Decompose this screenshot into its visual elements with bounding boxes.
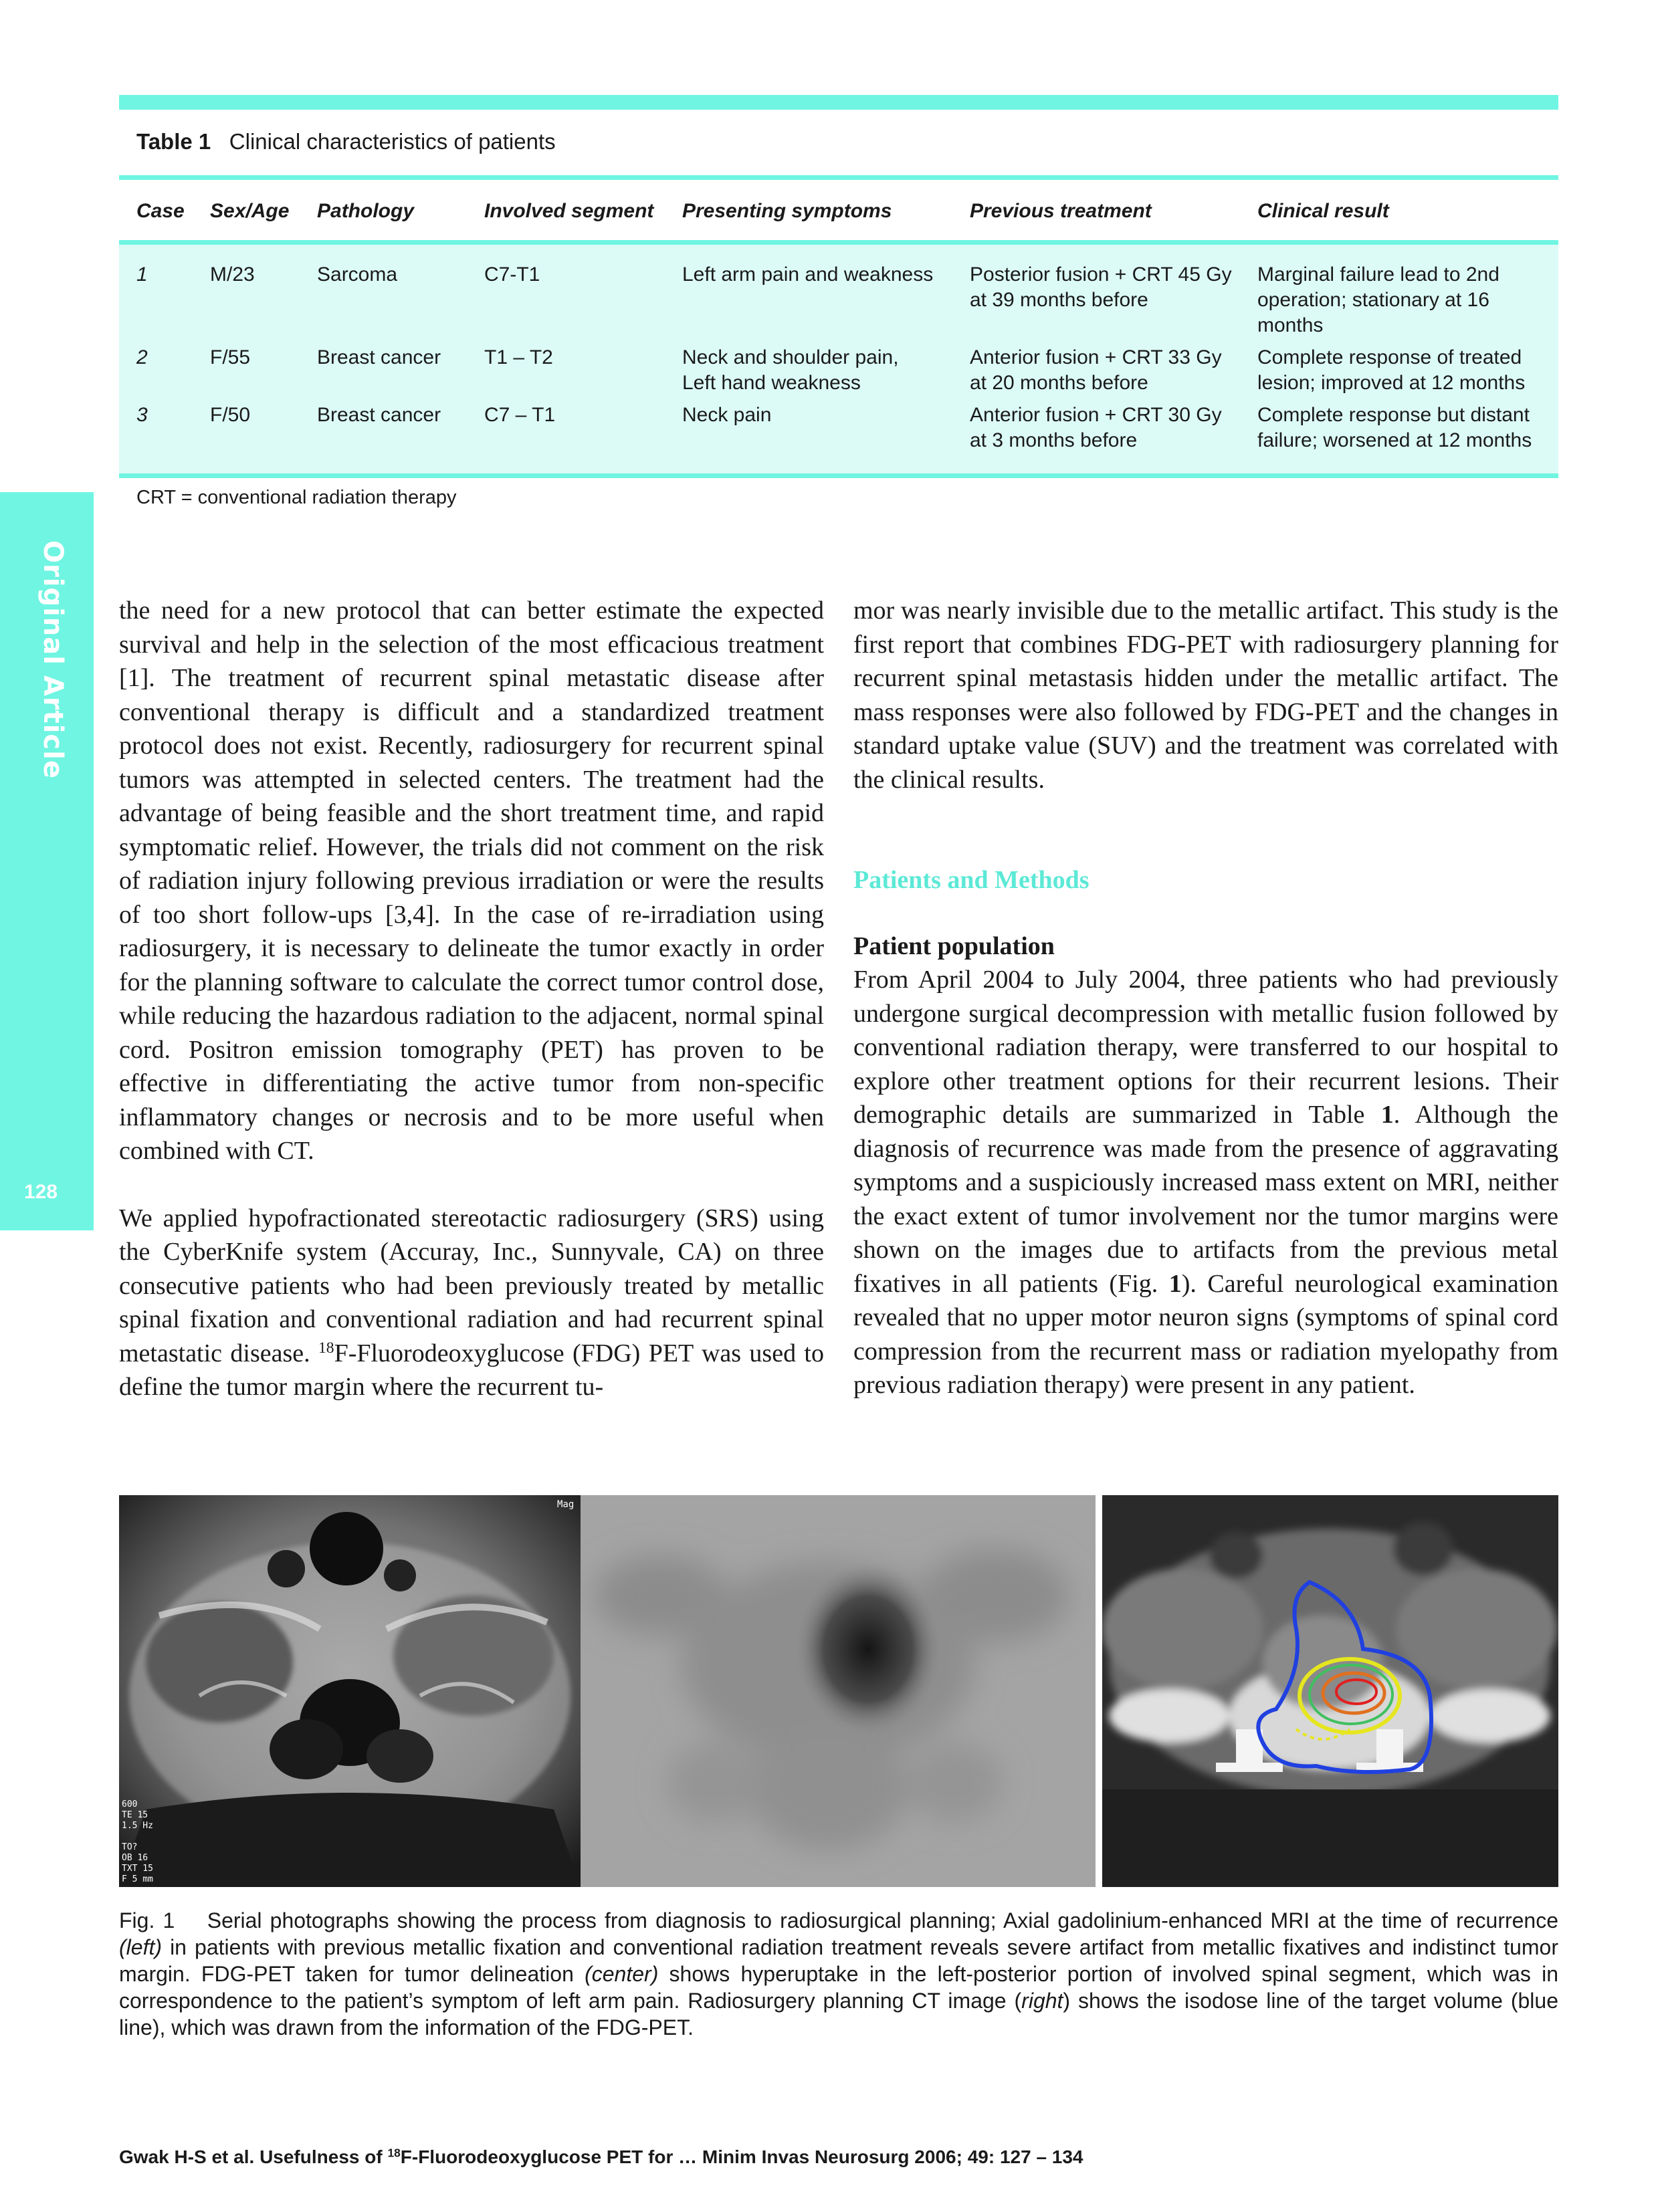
paragraph-text: ). Careful neurological examination revealed that no upper motor neuron signs (symptoms of spinal cord compression from the recurrent mass or radiation myelopathy from previous radiation therapy) were present in any patient. bbox=[853, 1269, 1558, 1399]
paragraph-text: We applied hypofractionated stereotactic radiosurgery (SRS) using the CyberKnife system (Accuray, Inc., Sunnyvale, CA) on three consecutive patients who had been previously treated by metallic spinal fixation and conventional radiation and had recurrent spinal metastatic disease. bbox=[119, 1204, 824, 1367]
header-sex-age: Sex/Age bbox=[210, 200, 290, 222]
paragraph-text: . Although the diagnosis of recurrence was made from the presence of aggravating symptoms and a suspiciously increased mass extent on MRI, neither the exact extent of tumor involvement nor the tumor margins were shown on the images due to artifacts from the previous metal fixatives in all patients (Fig. bbox=[853, 1101, 1558, 1298]
pet-panel bbox=[581, 1495, 1096, 1887]
table-ref: 1 bbox=[1380, 1101, 1394, 1129]
mri-label: TE 15 bbox=[122, 1810, 148, 1820]
figure-label: Fig. 1 bbox=[119, 1908, 175, 1932]
paragraph bbox=[119, 1202, 824, 1404]
caption-italic: (left) bbox=[119, 1935, 162, 1959]
cell-pathology: Breast cancer bbox=[317, 346, 441, 368]
cell-sex-age: F/55 bbox=[210, 346, 251, 368]
caption-text: shows hyperuptake in the left-posterior portion of involved spinal segment, which was in correspondence to the patient’s symptom of left arm pain. Radiosurgery planning CT image ( bbox=[119, 1962, 1559, 2013]
cell-treatment-line2: at 20 months before bbox=[970, 372, 1148, 394]
cell-treatment-line1: Anterior fusion + CRT 33 Gy bbox=[970, 346, 1222, 368]
mri-label: F 5 mm bbox=[122, 1874, 153, 1884]
mri-image bbox=[119, 1495, 581, 1887]
running-footer bbox=[119, 2146, 1083, 2168]
table-footnote: CRT = conventional radiation therapy bbox=[136, 487, 457, 508]
body-column-right bbox=[853, 594, 1558, 1436]
cell-symptoms-line2: Left hand weakness bbox=[682, 372, 861, 394]
figure-ref: 1 bbox=[1168, 1269, 1182, 1298]
table-header-rule bbox=[119, 240, 1558, 245]
cell-result-line1: Complete response of treated bbox=[1257, 346, 1522, 368]
cell-sex-age: F/50 bbox=[210, 404, 251, 426]
paragraph: mor was nearly invisible due to the metallic artifact. This study is the first report that combines FDG-PET with radiosurgery planning for recurrent spinal metastasis hidden under the metallic artifact. The mass responses were also followed by FDG-PET and the changes in standard uptake value (SUV) and the treatment was correlated with the clinical results. bbox=[853, 596, 1558, 794]
header-symptoms: Presenting symptoms bbox=[682, 200, 892, 222]
clinical-table bbox=[119, 175, 1558, 478]
caption-italic: (center) bbox=[585, 1962, 659, 1986]
ct-panel bbox=[1102, 1495, 1558, 1887]
caption-italic: right bbox=[1021, 1989, 1063, 2013]
cell-result-line1: Complete response but distant bbox=[1257, 404, 1530, 426]
section-heading: Patients and Methods bbox=[853, 866, 1090, 894]
caption-text: in patients with previous metallic fixation and conventional radiation treatment reveals severe artifact from metallic fixatives and indistinct tumor margin. FDG-PET taken for tumor delineation bbox=[119, 1935, 1558, 1986]
caption-text: ) shows the isodose line of the target volume (blue line), which was drawn from the information of the FDG-PET. bbox=[119, 1989, 1559, 2039]
cell-symptoms: Left arm pain and weakness bbox=[682, 263, 934, 286]
cell-result-line1: Marginal failure lead to 2nd bbox=[1257, 263, 1499, 286]
table-row bbox=[119, 262, 1558, 338]
mri-label: TO? bbox=[122, 1842, 138, 1852]
superscript: 18 bbox=[387, 2146, 401, 2160]
cell-result-line2: failure; worsened at 12 months bbox=[1257, 429, 1532, 451]
superscript: 18 bbox=[318, 1339, 334, 1357]
ct-image bbox=[1102, 1495, 1558, 1887]
cell-result-line2: operation; stationary at 16 bbox=[1257, 289, 1489, 311]
mri-label: OB 16 bbox=[122, 1853, 148, 1863]
cell-case: 1 bbox=[136, 263, 148, 286]
top-accent-bar bbox=[119, 95, 1558, 110]
cell-segment: C7 – T1 bbox=[484, 404, 556, 426]
body-column-left bbox=[119, 594, 824, 1438]
table-body bbox=[119, 245, 1558, 465]
table-row bbox=[119, 403, 1558, 453]
figure-caption bbox=[119, 1907, 1558, 2041]
mri-label: 600 bbox=[122, 1799, 138, 1809]
section-label-vertical: Original Article bbox=[37, 540, 68, 779]
table-caption-label: Table 1 bbox=[136, 129, 211, 154]
table-top-rule bbox=[119, 175, 1558, 180]
table-header-row bbox=[119, 180, 1558, 240]
figure-1 bbox=[119, 1495, 1558, 1887]
cell-symptoms-line1: Neck and shoulder pain, bbox=[682, 346, 899, 368]
cell-case: 3 bbox=[136, 404, 148, 426]
mri-label: 1.5 Hz bbox=[122, 1821, 153, 1831]
cell-result-line2: lesion; improved at 12 months bbox=[1257, 372, 1526, 394]
mri-label: TXT 15 bbox=[122, 1864, 153, 1874]
table-row bbox=[119, 345, 1558, 396]
cell-sex-age: M/23 bbox=[210, 263, 255, 286]
cell-symptoms: Neck pain bbox=[682, 404, 772, 426]
cell-treatment-line2: at 3 months before bbox=[970, 429, 1138, 451]
table-body-pad bbox=[119, 465, 1558, 473]
footer-text: F-Fluorodeoxyglucose PET for … Minim Invas Neurosurg 2006; 49: 127 – 134 bbox=[400, 2146, 1083, 2167]
cell-pathology: Breast cancer bbox=[317, 404, 441, 426]
cell-pathology: Sarcoma bbox=[317, 263, 398, 286]
cell-segment: C7-T1 bbox=[484, 263, 540, 286]
header-pathology: Pathology bbox=[317, 200, 415, 222]
paragraph-text: F-Fluorodeoxyglucose (FDG) PET was used to define the tumor margin where the recurrent tu- bbox=[119, 1339, 824, 1401]
cell-result-line3: months bbox=[1257, 314, 1324, 336]
footer-text: Gwak H-S et al. Usefulness of bbox=[119, 2146, 388, 2167]
header-result: Clinical result bbox=[1257, 200, 1389, 222]
cell-treatment-line2: at 39 months before bbox=[970, 289, 1148, 311]
subsection-heading: Patient population bbox=[853, 931, 1055, 960]
header-treatment: Previous treatment bbox=[970, 200, 1152, 222]
caption-text: Serial photographs showing the process from diagnosis to radiosurgical planning; Axial gadolinium-enhanced MRI at the time of recurrence bbox=[207, 1908, 1559, 1932]
cell-segment: T1 – T2 bbox=[484, 346, 553, 368]
table-caption-text: Clinical characteristics of patients bbox=[229, 129, 556, 154]
cell-treatment-line1: Anterior fusion + CRT 30 Gy bbox=[970, 404, 1222, 426]
paragraph: the need for a new protocol that can better estimate the expected survival and help in the selection of the most efficacious treatment [1]. The treatment of recurrent spinal metastatic disease after conventional therapy is difficult and a standardized treatment protocol does not exist. Recently, radiosurgery for recurrent spinal tumors was attempted in selected centers. The treatment had the advantage of being feasible and the short treatment time, and rapid symptomatic relief. However, the trials did not comment on the risk of radiation injury following previous irradiation or were the results of too short follow-ups [3,4]. In the case of re-irradiation using radiosurgery, it is necessary to delineate the tumor exactly in order for the planning software to calculate the correct tumor control dose, while reducing the hazardous radiation to the adjacent, normal spinal cord. Positron emission tomography (PET) has proven to be effective in differentiating the active tumor from non-specific inflammatory changes or necrosis and to be more useful when combined with CT. bbox=[119, 596, 824, 1165]
page-number: 128 bbox=[24, 1181, 58, 1203]
pet-image bbox=[581, 1495, 1096, 1887]
cell-case: 2 bbox=[136, 346, 148, 368]
paragraph-text: From April 2004 to July 2004, three patients who had previously undergone surgical decompression with metallic fusion followed by conventional radiation therapy, were transferred to our hospital to explore other treatment options for their recurrent lesions. Their demographic details are summarized in Table bbox=[853, 966, 1558, 1129]
table-caption bbox=[136, 128, 556, 155]
mri-label-top: Mag bbox=[557, 1499, 575, 1510]
table-bottom-rule bbox=[119, 473, 1558, 478]
paragraph bbox=[853, 963, 1558, 1402]
mri-panel bbox=[119, 1495, 581, 1887]
header-case: Case bbox=[136, 200, 185, 222]
header-segment: Involved segment bbox=[484, 200, 654, 222]
cell-treatment-line1: Posterior fusion + CRT 45 Gy bbox=[970, 263, 1232, 286]
